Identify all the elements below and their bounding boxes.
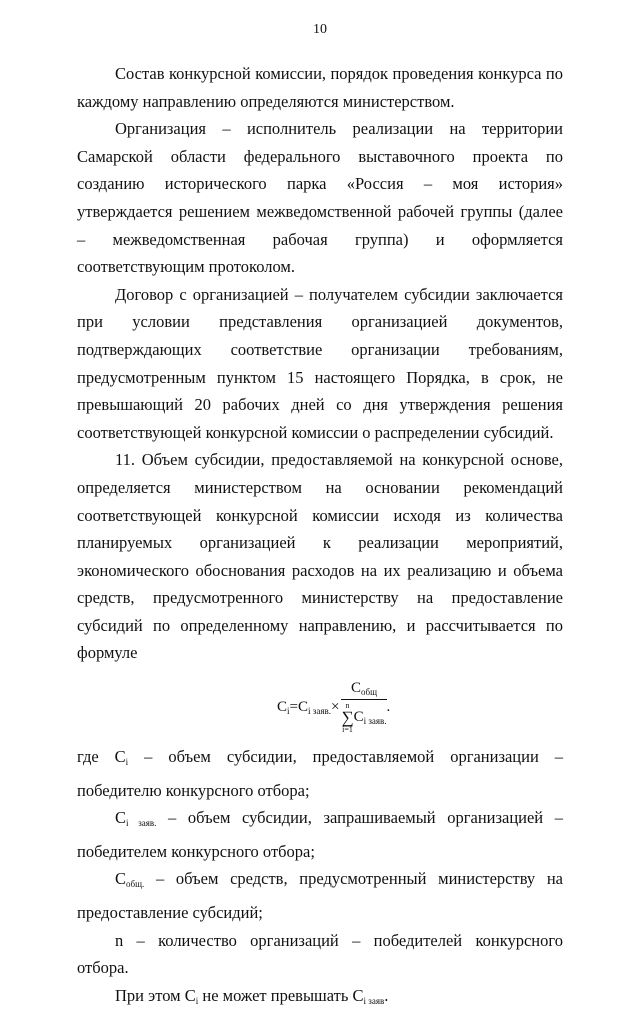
- paragraph-executing-organization: Организация – исполнитель реализации на территории Самарской области федерального выставочного проекта по созданию исторического парка «Россия – моя история» утверждается решением межведомственной рабочей группы (далее – межведомственная рабочая группа) и оформляется соответствующим протоколом.: [77, 119, 563, 277]
- subsidy-formula: [277, 681, 390, 734]
- formula-equals: =: [289, 699, 298, 716]
- formula-denominator: n ∑ i=1 $C_{i заяв.}$: [341, 701, 387, 735]
- summation-sign: n ∑ i=1: [341, 701, 354, 735]
- formula-times: ×: [330, 699, 340, 716]
- formula-tail: .: [386, 699, 391, 716]
- formula-requested-term: $C_{i заяв.}$: [298, 698, 331, 716]
- condition-limit: При этом $C_i$ не может превышать $C_{i заяв}$.: [115, 985, 389, 1006]
- definition-n: n – количество организаций – победителей конкурсного отбора.: [77, 930, 563, 978]
- paragraph-subsidy-volume: 11. Объем субсидии, предоставляемой на конкурсной основе, определяется министерством на основании рекомендаций соответствующей конкурсной комиссии исходя из количества планируемых организацией к реализации мероприятий, экономического обоснования расходов на их реализацию и объема средств, предусмотренного министерству на предоставление субсидий по определенному направлению, и рассчитывается по формуле: [77, 450, 563, 663]
- definition-ci: где $C_i$ – объем субсидии, предоставляемой организации – победителю конкурсного отбора;: [77, 747, 563, 800]
- paragraph-subsidy-agreement: Договор с организацией – получателем субсидии заключается при условии представления организацией документов, подтверждающих соответствие организации требованиям, предусмотренным пунктом 15 настоящего Порядка, в срок, не превышающий 20 рабочих дней со дня утверждения решения соответствующей конкурсной комиссии о распределении субсидий.: [77, 284, 563, 442]
- page-number: 10: [313, 22, 327, 37]
- document-body: [77, 60, 563, 1015]
- definition-c-total: $C_{общ.}$ – объем средств, предусмотренный министерству на предоставление субсидий;: [77, 869, 563, 923]
- paragraph-commission-composition: Состав конкурсной комиссии, порядок проведения конкурса по каждому направлению определяются министерством.: [77, 64, 563, 111]
- formula-block: [77, 667, 563, 743]
- formula-lhs: $C_i$: [277, 698, 290, 716]
- formula-numerator: $C_{общ}$: [341, 681, 386, 700]
- formula-fraction: [341, 681, 386, 734]
- definition-ci-requested: $C_{i заяв.}$ – объем субсидии, запрашиваемый организацией – победителем конкурсного отбора;: [77, 808, 563, 861]
